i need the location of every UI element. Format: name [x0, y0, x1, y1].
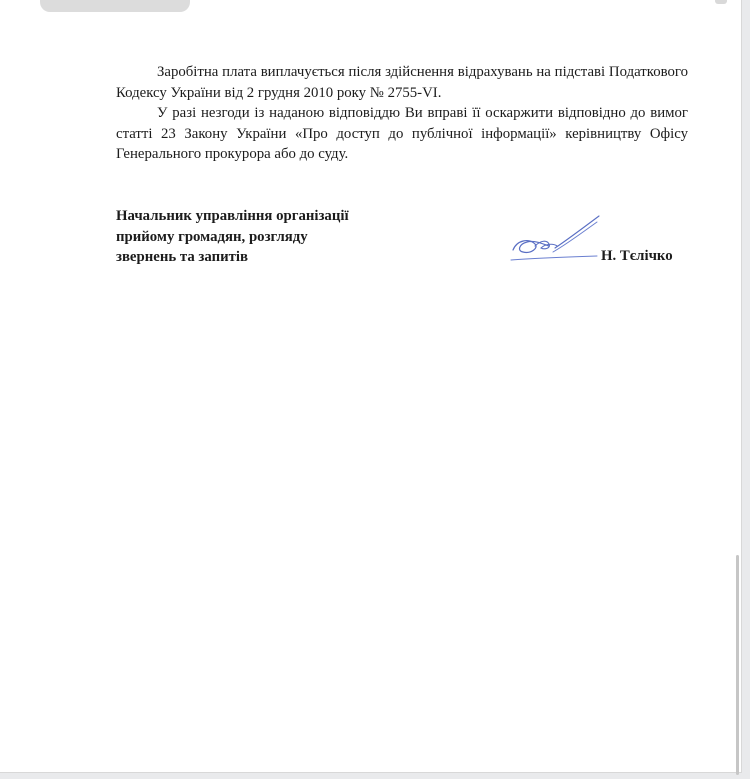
signatory-name: Н. Тєлічко [601, 248, 673, 264]
salary-paragraph: Заробітна плата виплачується після здійснення відрахувань на підставі Податкового Кодексу України від 2 грудня 2010 року № 2755-VI. [116, 64, 688, 101]
signatory-title-line: звернень та запитів [116, 249, 248, 265]
appeal-paragraph: У разі незгоди із наданою відповіддю Ви вправі її оскаржити відповідно до вимог статті 23 Закону України «Про доступ до публічної інформації» керівництву Офісу Генерального прокурора або до суду. [116, 105, 688, 162]
vertical-scrollbar[interactable] [736, 555, 739, 775]
corner-marker [715, 0, 727, 4]
toolbar-pill[interactable] [40, 0, 190, 12]
handwritten-signature [505, 210, 615, 270]
letter-body [116, 62, 688, 165]
signatory-title [116, 206, 349, 268]
signatory-title-line: Начальник управління організації [116, 208, 349, 224]
signatory-title-line: прийому громадян, розгляду [116, 228, 308, 245]
